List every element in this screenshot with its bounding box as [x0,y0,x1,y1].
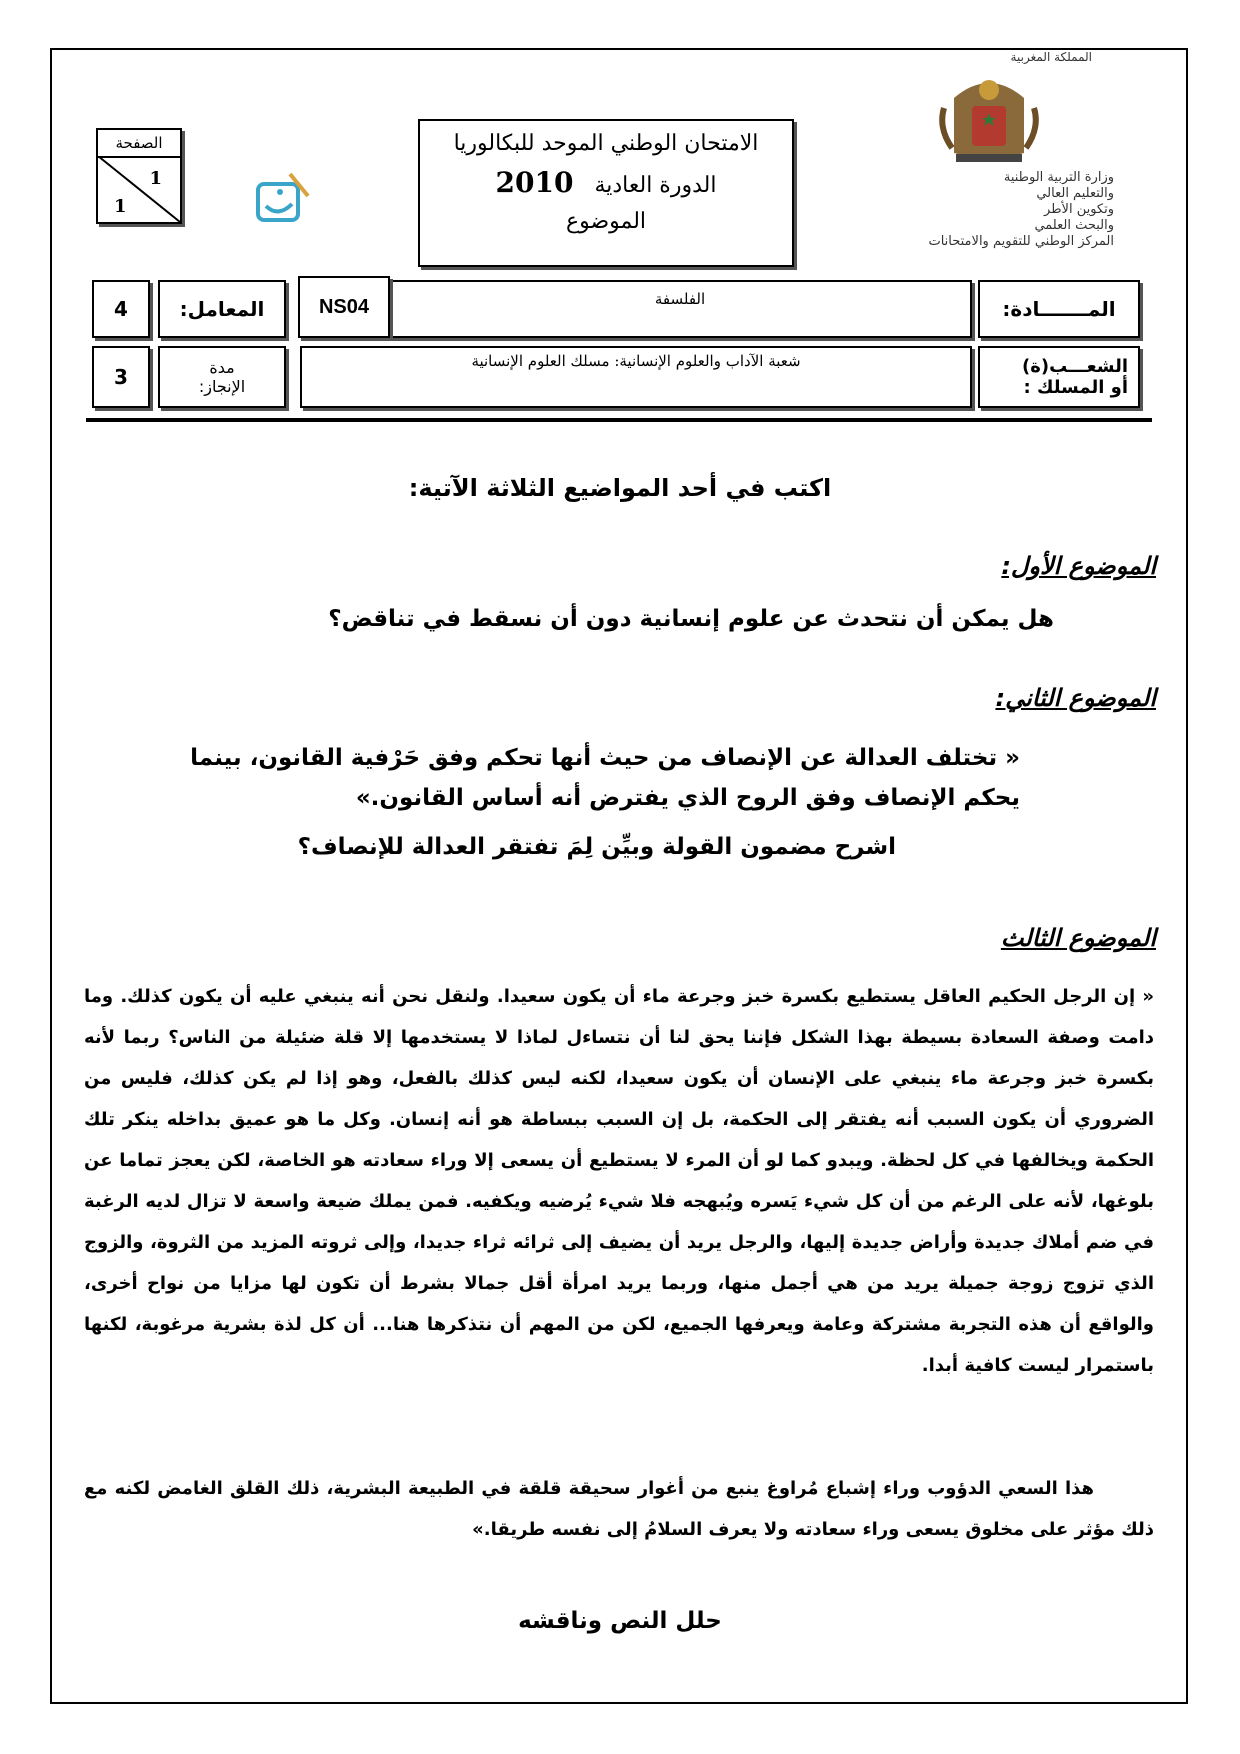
coef-key-cell [158,280,286,338]
duration-key-2: الإنجاز: [198,377,246,396]
subject-value-cell [388,280,972,338]
exam-title: الامتحان الوطني الموحد للبكالوريا [453,131,759,156]
topic2-quote: « تختلف العدالة عن الإنصاف من حيث أنها تحكم وفق حَرْفية القانون، بينما يحكم الإنصاف وفق الروح الذي يفترض أنه أساس القانون.» [190,745,1020,811]
subject-key: المـــــــادة: [1002,297,1116,321]
coat-of-arms-icon [934,68,1044,168]
topic2-title: الموضوع الثاني: [995,684,1156,712]
exam-title-box [418,119,794,267]
coef-value-cell [92,280,150,338]
subject-label: الموضوع [565,209,647,234]
page-box-diagonal [98,156,180,222]
session-label: الدورة العادية [594,173,717,198]
ministry-line: وزارة التربية الوطنية [1003,170,1114,185]
duration-value-cell [92,346,150,408]
coef-value: 4 [114,297,128,321]
page-total: 1 [114,196,127,217]
page-number: 1 [149,168,162,189]
code-cell [298,276,390,338]
branch-key-cell [978,346,1140,408]
coef-key: المعامل: [179,297,265,321]
kingdom-label: المملكة المغربية [1010,50,1092,64]
branch-value: شعبة الآداب والعلوم الإنسانية: مسلك العلوم الإنسانية [471,352,801,370]
topic3-task: حلل النص وناقشه [518,1608,722,1634]
duration-key-1: مدة [209,358,235,377]
ministry-line: والبحث العلمي [1034,218,1114,233]
page-label: الصفحة [98,130,180,158]
topic1-question: هل يمكن أن نتحدث عن علوم إنسانية دون أن نسقط في تناقض؟ [328,606,1054,632]
duration-key-cell [158,346,286,408]
topic1-title: الموضوع الأول: [1001,552,1156,580]
topic3-title: الموضوع الثالث [1000,924,1156,952]
branch-key-1: الشعـــب(ة) [1022,356,1128,377]
page-number-box [96,128,182,224]
ministry-line: والتعليم العالي [1036,186,1114,201]
instruction: اكتب في أحد المواضيع الثلاثة الآتية: [408,474,832,502]
branch-key-2: أو المسلك : [1023,377,1128,398]
duration-value: 3 [114,365,128,389]
topic2-question: اشرح مضمون القولة وبيِّن لِمَ تفتقر العدالة للإنصاف؟ [297,834,896,860]
subject-value: الفلسفة [654,290,706,308]
topic3-text: « إن الرجل الحكيم العاقل يستطيع بكسرة خبز وجرعة ماء أن يكون سعيدا. ولنقل نحن أنه ينبغي عليه أن يكون كذلك. وما دامت وصفة السعادة بسيطة بهذا الشكل فإننا يحق لنا أن نتساءل لماذا لا يستخدمها إلا قلة ضئيلة من الناس؟ ربما لأنه بكسرة خبز وجرعة ماء ينبغي على الإنسان أن يكون سعيدا، لكنه ليس كذلك بالفعل، وهو إذا لم يكن كذلك، فليس من الضروري أن يكون السبب أنه يفتقر إلى الحكمة، بل إن السبب ببساطة هو أنه إنسان. وكل ما هو عميق بداخله ينكر تلك الحكمة ويخالفها في كل لحظة. ويبدو كما لو أن المرء لا يستطيع أن يسعى إلا وراء سعادته هو الخاصة، لكن يعجز تماما عن بلوغها، لأنه على الرغم من أن كل شيء يَسره ويُبهجه فلا شيء يُرضيه ويكفيه. فمن يملك ضيعة واسعة لا تزال لديه الرغبة في ضم أملاك جديدة وأراض جديدة إليها، والرجل يريد أن يضيف إلى ثرائه ثراء جديدا، وإلى ثروته المزيد من الثروة، والزوج الذي تزوج زوجة جميلة يريد من هي أجمل منها، وربما يريد امرأة أقل جمالا بشرط أن تكون لها مزايا من نواح أخرى، والواقع أن هذه التجربة مشتركة وعامة ويعرفها الجميع، لكن من المهم أن نتذكرها هنا... أن كل لذة بشرية مرغوبة، لكنها باستمرار ليست كافية أبدا. [84,986,1154,1376]
branch-value-cell [300,346,972,408]
subject-key-cell [978,280,1140,338]
ministry-line: وتكوين الأطر [1044,202,1114,217]
session-line [420,166,792,199]
exam-year: 2010 [495,166,574,199]
header-divider [86,418,1152,422]
topic3-text-2: هذا السعي الدؤوب وراء إشباع مُراوغ ينبع من أغوار سحيقة قلقة في الطبيعة البشرية، ذلك القلق الغامض لكنه مع ذلك مؤثر على مخلوق يسعى وراء سعادته ولا يعرف السلامُ إلى نفسه طريقا.» [84,1478,1154,1540]
exam-code: NS04 [318,295,370,318]
evaluation-center-logo-icon [250,170,320,230]
ministry-line: المركز الوطني للتقويم والامتحانات [928,234,1114,249]
ministry-block [844,170,1114,250]
